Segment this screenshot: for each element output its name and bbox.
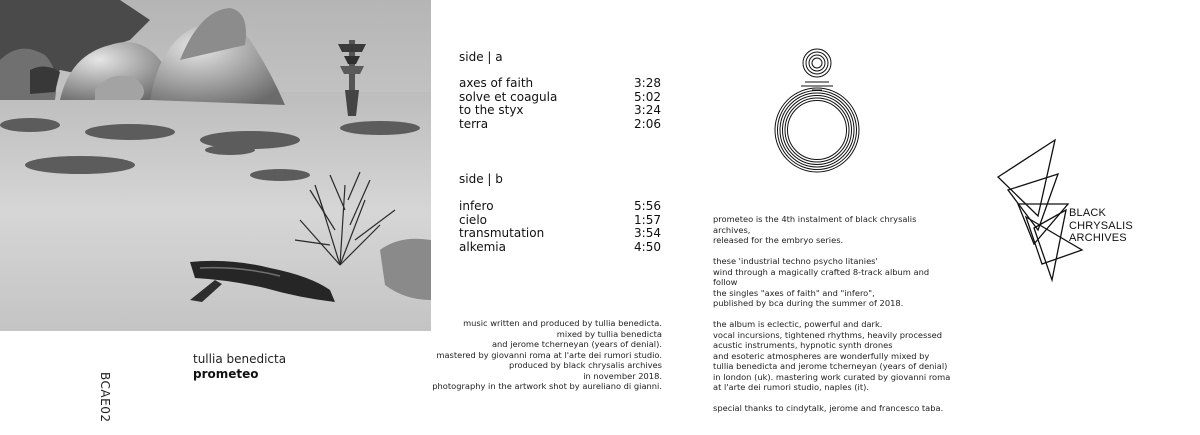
credit-line: produced by black chrysalis archives (508, 360, 662, 370)
notes-line: acustic instruments, hypnotic synth drones (713, 340, 893, 350)
notes-line: in london (uk). mastering work curated by giovanni roma (713, 371, 951, 382)
notes-line: and esoteric atmospheres are wonderfully mixed by (713, 350, 930, 361)
track-row (459, 118, 661, 132)
label-name-line: CHRYSALIS (1069, 219, 1133, 232)
notes-line: wind through a magically crafted 8-track album and follow (713, 266, 930, 287)
track-row (459, 104, 661, 118)
track-duration: 1:57 (634, 212, 661, 227)
track-row (459, 200, 661, 214)
track-title: solve et coagula (459, 89, 558, 104)
notes-line: special thanks to cindytalk, jerome and francesco taba. (713, 403, 944, 413)
track-duration: 4:50 (634, 240, 661, 255)
track-title: alkemia (459, 240, 506, 255)
artist-name: tullia benedicta (193, 352, 287, 366)
track-title: transmutation (459, 226, 545, 241)
track-row (459, 91, 661, 105)
credit-line: mixed by tullia benedicta (556, 328, 662, 339)
notes-line: these 'industrial techno psycho litanies' (713, 256, 878, 266)
track-duration: 2:06 (634, 117, 661, 132)
notes-line: tullia benedicta and jerome tcherneyan (years of denial) (713, 361, 948, 371)
label-name (1069, 207, 1133, 245)
credits-block (422, 318, 662, 392)
track-title: infero (459, 199, 494, 213)
notes-line: prometeo is the 4th instalment of black chrysalis archives, (713, 214, 917, 235)
notes-line: the singles "axes of faith" and "infero", (713, 287, 875, 298)
track-title: terra (459, 117, 489, 132)
track-title: to the styx (459, 103, 524, 118)
track-duration: 3:54 (634, 226, 661, 241)
concentric-circles-emblem (764, 40, 870, 174)
side-a-tracklist (459, 77, 661, 132)
track-row (459, 214, 661, 228)
notes-paragraph (713, 319, 953, 393)
track-row (459, 227, 661, 241)
credit-line: music written and produced by tullia benedicta. (463, 318, 662, 328)
label-name-line: ARCHIVES (1069, 232, 1127, 244)
credit-line: mastered by giovanni roma at l'arte dei rumori studio. (436, 349, 662, 360)
track-duration: 3:24 (634, 103, 661, 118)
track-duration: 3:28 (634, 76, 661, 90)
notes-paragraph (713, 256, 953, 309)
notes-line: the album is eclectic, powerful and dark. (713, 319, 883, 329)
notes-line: vocal incursions, tightened rhythms, heavily processed (713, 329, 943, 340)
liner-notes (713, 214, 953, 424)
credit-line: photography in the artwork shot by aureliano di gianni. (432, 381, 662, 391)
track-row (459, 77, 661, 91)
track-title: cielo (459, 212, 487, 227)
notes-line: published by bca during the summer of 2018. (713, 298, 904, 308)
track-row (459, 241, 661, 255)
track-duration: 5:02 (634, 89, 661, 104)
side-b-tracklist (459, 200, 661, 255)
notes-line: at l'arte dei rumori studio, naples (it). (713, 382, 869, 392)
side-b-heading: side | b (459, 172, 503, 186)
notes-paragraph (713, 214, 953, 246)
cover-photo (0, 0, 431, 331)
desert-landscape-photo (0, 0, 431, 331)
album-title: prometeo (193, 367, 259, 381)
track-duration: 5:56 (634, 199, 661, 213)
catalog-number: BCAE02 (98, 372, 112, 423)
notes-line: released for the embryo series. (713, 235, 844, 245)
side-a-heading: side | a (459, 50, 503, 64)
track-title: axes of faith (459, 76, 534, 90)
notes-paragraph (713, 403, 953, 414)
credit-line: and jerome tcherneyan (years of denial). (491, 339, 662, 349)
label-name-line: BLACK (1069, 207, 1107, 219)
credit-line: in november 2018. (583, 370, 662, 381)
